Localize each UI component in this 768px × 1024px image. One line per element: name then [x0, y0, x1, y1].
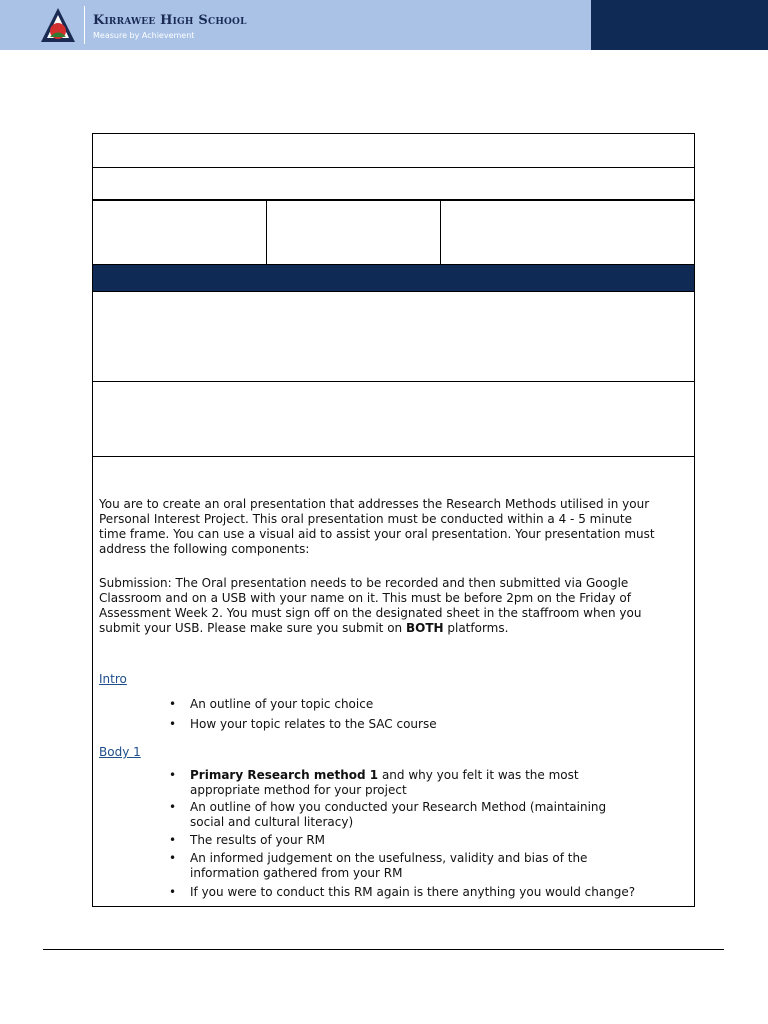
task-paragraph: You are to create an oral presentation that addresses the Research Methods utilised in your Personal Interest Project. This oral presentation must be conducted within a 4 - 5 minute time frame. You can use a visual aid to assist your oral presentation. Your presentation must address the following components: — [99, 497, 655, 556]
assessment-table — [92, 133, 695, 907]
header-divider — [84, 6, 85, 44]
table-row-3 — [93, 201, 694, 265]
bullet-icon: • — [169, 768, 177, 782]
table-row-6 — [93, 382, 694, 457]
bullet-icon: • — [169, 717, 177, 731]
submission-paragraph — [99, 576, 659, 636]
table-row-5 — [93, 292, 694, 382]
list-item-text: If you were to conduct this RM again is there anything you would change? — [190, 885, 636, 899]
list-item — [169, 697, 640, 712]
list-item — [169, 833, 640, 848]
school-crest-logo — [38, 6, 78, 46]
bullet-icon: • — [169, 851, 177, 865]
bullet-icon: • — [169, 697, 177, 711]
table-row-2 — [93, 168, 694, 201]
list-item-text: The results of your RM — [190, 833, 326, 847]
list-item — [169, 800, 640, 830]
table-row-1 — [93, 134, 694, 168]
list-item-text: and why you felt it was the most appropriate method for your project — [190, 768, 579, 797]
list-item — [169, 768, 640, 798]
list-item — [169, 885, 640, 900]
bullet-icon: • — [169, 833, 177, 847]
table-cell — [267, 201, 441, 264]
footer-rule — [43, 949, 724, 950]
header-banner — [0, 0, 768, 50]
table-cell — [441, 201, 694, 264]
list-item — [169, 717, 640, 732]
list-item-text: An outline of how you conducted your Research Method (maintaining social and cultural literacy) — [190, 800, 607, 829]
submission-text-end: platforms. — [443, 621, 509, 635]
school-name: Kirrawee High School — [93, 13, 247, 28]
header-banner-light — [0, 0, 591, 50]
list-item-emphasis: Primary Research method 1 — [190, 768, 379, 782]
intro-section-link[interactable]: Intro — [99, 672, 127, 686]
list-item-text: An outline of your topic choice — [190, 697, 374, 711]
bullet-icon: • — [169, 885, 177, 899]
list-item-text: How your topic relates to the SAC course — [190, 717, 437, 731]
list-item — [169, 851, 640, 881]
list-item-text: An informed judgement on the usefulness, validity and bias of the information gathered from your RM — [190, 851, 588, 880]
school-tagline: Measure by Achievement — [93, 31, 195, 40]
table-cell — [93, 201, 267, 264]
body1-section-link[interactable]: Body 1 — [99, 745, 141, 759]
submission-text: Submission: The Oral presentation needs to be recorded and then submitted via Google Classroom and on a USB with your name on it. This must be before 2pm on the Friday of Assessment Week 2. You must sign off on the designated sheet in the staffroom when you submit your USB. Please make sure you submit on — [99, 576, 642, 635]
submission-emphasis: BOTH — [405, 621, 444, 635]
bullet-icon: • — [169, 800, 177, 814]
header-banner-dark — [591, 0, 768, 50]
table-header-bar — [93, 265, 694, 292]
